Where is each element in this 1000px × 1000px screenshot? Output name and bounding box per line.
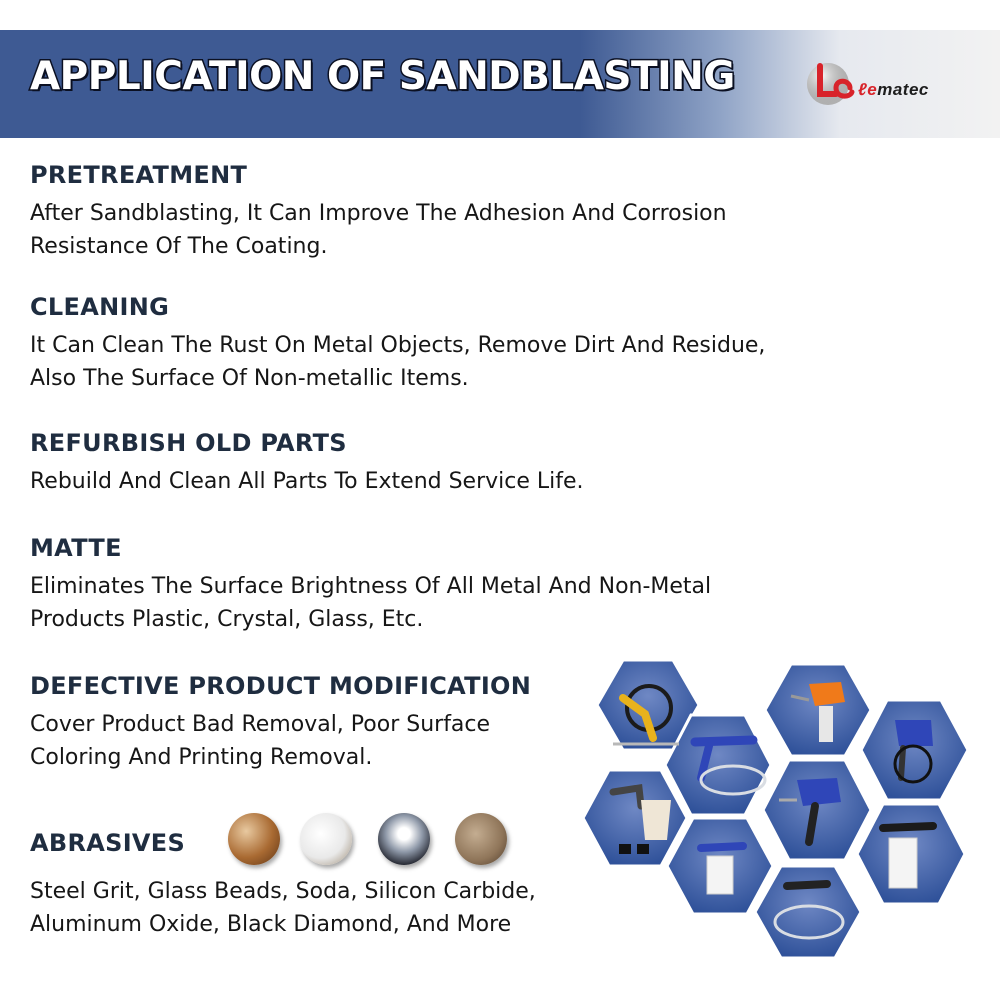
- section-text: [30, 465, 860, 498]
- text-line: Cover Product Bad Removal, Poor Surface: [30, 712, 491, 737]
- soda-icon: [378, 813, 430, 865]
- page-title: APPLICATION OF SANDBLASTING: [30, 54, 735, 99]
- section-defective: [30, 672, 570, 774]
- text-line: Aluminum Oxide, Black Diamond, And More: [30, 912, 512, 937]
- section-text: [30, 329, 860, 395]
- text-line: Also The Surface Of Non-metallic Items.: [30, 366, 469, 391]
- section-heading: REFURBISH OLD PARTS: [30, 429, 347, 457]
- product-hex-3: [765, 664, 871, 756]
- section-matte: [30, 534, 860, 636]
- abrasives-heading: ABRASIVES: [30, 829, 186, 857]
- product-hex-9: [755, 866, 861, 958]
- section-text: [30, 570, 860, 636]
- text-line: It Can Clean The Rust On Metal Objects, Remove Dirt And Residue,: [30, 333, 766, 358]
- section-text: [30, 875, 590, 941]
- section-heading: CLEANING: [30, 293, 170, 321]
- text-line: Rebuild And Clean All Parts To Extend Service Life.: [30, 469, 584, 494]
- product-gallery: [583, 660, 983, 960]
- steel-grit-icon: [228, 813, 280, 865]
- text-line: After Sandblasting, It Can Improve The Adhesion And Corrosion: [30, 201, 727, 226]
- section-heading: PRETREATMENT: [30, 161, 248, 189]
- product-hex-5: [583, 770, 687, 866]
- brand-logo: [806, 58, 971, 114]
- text-line: Products Plastic, Crystal, Glass, Etc.: [30, 607, 424, 632]
- glass-beads-icon: [300, 813, 352, 865]
- section-cleaning: [30, 293, 860, 395]
- text-line: Resistance Of The Coating.: [30, 234, 328, 259]
- section-heading: MATTE: [30, 534, 122, 562]
- section-heading: DEFECTIVE PRODUCT MODIFICATION: [30, 672, 532, 700]
- text-line: Coloring And Printing Removal.: [30, 745, 373, 770]
- text-line: Steel Grit, Glass Beads, Soda, Silicon Carbide,: [30, 879, 536, 904]
- section-text: [30, 708, 570, 774]
- silicon-carbide-icon: [455, 813, 507, 865]
- text-line: Eliminates The Surface Brightness Of All Metal And Non-Metal: [30, 574, 712, 599]
- abrasives-text: [30, 875, 590, 941]
- section-text: [30, 197, 860, 263]
- section-refurbish: [30, 429, 860, 498]
- section-pretreatment: [30, 161, 860, 263]
- product-hex-4: [861, 700, 968, 800]
- logo-wordmark: ℓematec: [858, 80, 929, 99]
